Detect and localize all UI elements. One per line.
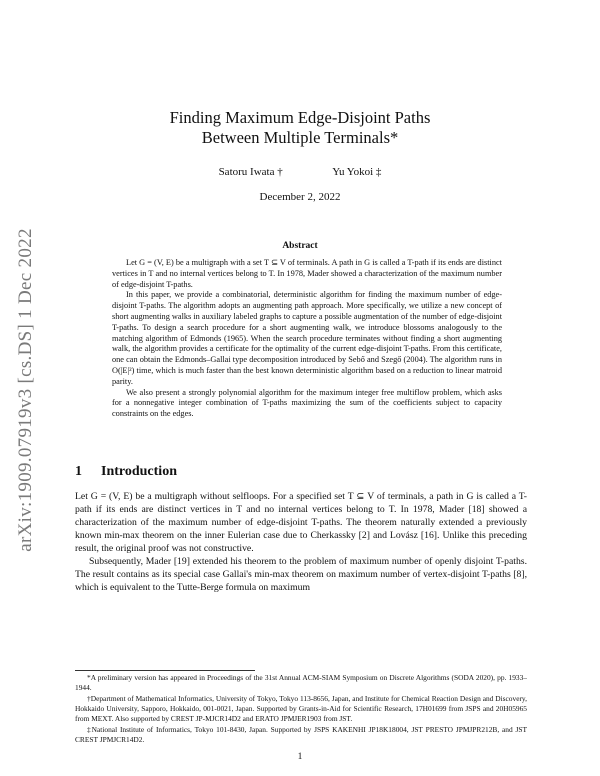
footnotes — [75, 673, 527, 746]
abstract-paragraph: Let G = (V, E) be a multigraph with a set T ⊆ V of terminals. A path in G is called a T-path if its ends are distinct vertices in T and no internal vertices belong to T. In 1978, Mader showed a characterization of the maximum number of edge-disjoint T-paths. — [112, 258, 502, 289]
abstract-paragraph: We also present a strongly polynomial algorithm for the maximum integer free multiflow problem, which asks for a nonnegative integer combination of T-paths maximizing the sum of the coefficients subject to capacity constraints on the edges. — [112, 387, 502, 419]
body-paragraph: Subsequently, Mader [19] extended his theorem to the problem of maximum number of openly disjoint T-paths. The result contains as its special case Gallai's min-max theorem on maximum number of vertex-disjoint T-paths [8], which is equivalent to the Tutte-Berge formula on maximum — [75, 556, 527, 593]
author-list — [0, 166, 600, 178]
page-number: 1 — [297, 752, 303, 762]
abstract-body — [112, 258, 502, 420]
section-heading — [75, 464, 177, 480]
footnote-affiliation-2: ‡National Institute of Informatics, Tokyo 101-8430, Japan. Supported by JSPS KAKENHI JP18K18004, JST PRESTO JPMJPR212B, and JST CREST JPMJCR14D2. — [75, 725, 527, 744]
arxiv-identifier-text: arXiv:1909.07919v3 [cs.DS] 1 Dec 2022 — [15, 228, 36, 552]
paper-title-line-1: Finding Maximum Edge-Disjoint Paths — [169, 108, 431, 127]
footnote-preliminary: *A preliminary version has appeared in Proceedings of the 31st Annual ACM-SIAM Symposium on Discrete Algorithms (SODA 2020), pp. 1933–1944. — [75, 673, 527, 692]
arxiv-identifier — [8, 210, 44, 570]
footnote-divider — [75, 670, 255, 671]
publication-date: December 2, 2022 — [259, 191, 341, 203]
abstract-heading: Abstract — [282, 241, 318, 251]
section-body — [75, 490, 527, 594]
abstract-paragraph: In this paper, we provide a combinatorial, deterministic algorithm for finding the maximum number of edge-disjoint T-paths. The algorithm adopts an augmenting path approach. More specifically, we utilize a new concept of short augmenting walks in auxiliary labeled graphs to capture a possible augmentation of the number of edge-disjoint T-paths. To design a search procedure for a short augmenting walk, we introduce blossoms analogously to the matching algorithm of Edmonds (1965). When the search procedure terminates without finding a short augmenting walk, the algorithm provides a certificate for the optimality of the current edge-disjoint T-paths. From this certificate, one can obtain the Edmonds–Gallai type decomposition introduced by Sebő and Szegő (2004). The algorithm runs in O(|E|²) time, which is much faster than the best known deterministic algorithm based on a reduction to linear matroid parity. — [112, 290, 502, 386]
section-number: 1 — [75, 464, 82, 479]
footnote-affiliation-1: †Department of Mathematical Informatics, University of Tokyo, Tokyo 113-8656, Japan, and Institute for Chemical Reaction Design and Discovery, Hokkaido University, Sapporo, Hokkaido, 001-0021, Japan. Supported by Grants-in-Aid for Scientific Research, 17H01699 from JSPS and 20H05965 from MEXT. Also supported by CREST JP-MJCR14D2 and ERATO JPMJER1903 from JST. — [75, 694, 527, 723]
body-paragraph: Let G = (V, E) be a multigraph without selfloops. For a specified set T ⊆ V of terminals, a path in G is called a T-path if its ends are distinct vertices in T and no internal vertices belong to T. In 1978, Mader [18] showed a characterization of the maximum number of edge-disjoint T-paths. The theorem naturally extended a previously known min-max theorem on the inner Eulerian case due to Cherkassky [2] and Lovász [16]. Unlike this preceding result, the original proof was not constructive. — [75, 491, 527, 554]
paper-title-line-2: Between Multiple Terminals* — [201, 128, 399, 147]
section-title-text: Introduction — [101, 464, 177, 479]
author-second: Yu Yokoi ‡ — [332, 166, 382, 178]
author-first: Satoru Iwata † — [218, 166, 283, 178]
